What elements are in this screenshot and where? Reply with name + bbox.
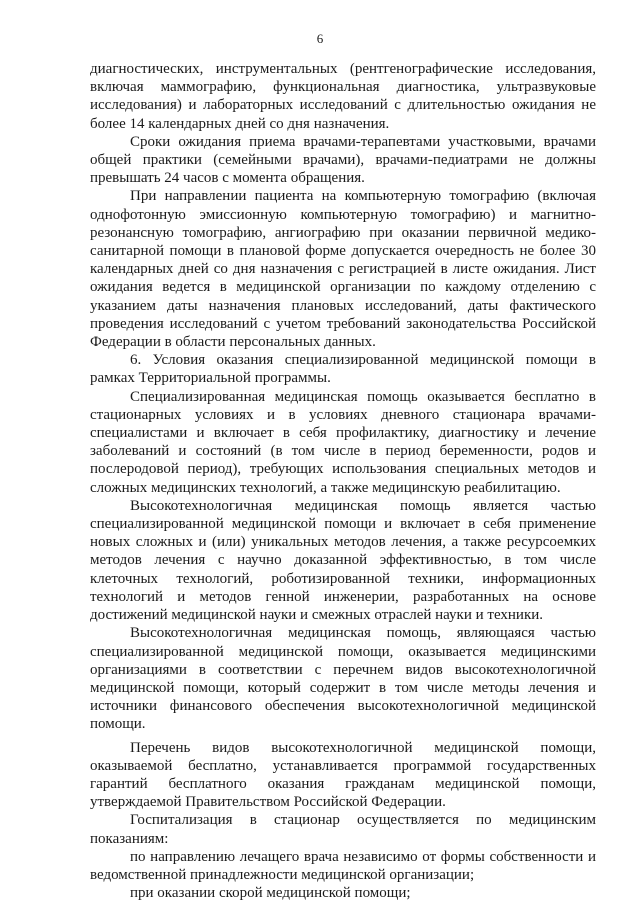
paragraph-high-tech-organizations: Высокотехнологичная медицинская помощь, являющаяся частью специализированной медицинской помощи, оказывается медицинскими организациями в соответствии с перечнем видов высокотехнологичной медицинской помощи, который содержит в том числе методы лечения и источники финансового обеспечения высокотехнологичной медицинской помощи. — [90, 625, 596, 733]
section-heading: 6. Условия оказания специализированной медицинской помощи в рамках Территориальной программы. — [90, 352, 596, 387]
paragraph-referral: по направлению лечащего врача независимо от формы собственности и ведомственной принадлежности медицинской организации; — [90, 848, 596, 883]
paragraph-emergency: при оказании скорой медицинской помощи; — [130, 885, 411, 902]
paragraph-continuation: диагностических, инструментальных (рентгенографические исследования, включая маммографию, функциональная диагностика, ультразвуковые исследования) и лабораторных исследований с длительностью ожидания не более 14 календарных дней со дня назначения. — [90, 61, 596, 132]
paragraph-waiting-times: Сроки ожидания приема врачами-терапевтами участковыми, врачами общей практики (семейными врачами), врачами-педиатрами не должны превышать 24 часов с момента обращения. — [90, 133, 596, 187]
document-body — [90, 60, 596, 902]
paragraph-specialized-care: Специализированная медицинская помощь оказывается бесплатно в стационарных условиях и в условиях дневного стационара врачами-специалистами и включает в себя профилактику, диагностику и лечение заболеваний и состояний (в том числе в период беременности, родов и послеродовой период), требующих использования специальных методов и сложных медицинских технологий, а также медицинскую реабилитацию. — [90, 388, 596, 496]
paragraph-tomography: При направлении пациента на компьютерную томографию (включая однофотонную эмиссионную компьютерную томографию) и магнитно-резонансную томографию, ангиографию при оказании первичной медико-санитарной помощи в плановой форме допускается очередность не более 30 календарных дней со дня назначения с регистрацией в листе ожидания. Лист ожидания ведется в медицинской организации по каждому отделению с указанием даты назначения плановых исследований, даты фактического проведения исследований с учетом требований законодательства Российской Федерации в области персональных данных. — [90, 188, 596, 351]
paragraph-high-tech-list: Перечень видов высокотехнологичной медицинской помощи, оказываемой бесплатно, устанавливается программой государственных гарантий бесплатного оказания гражданам медицинской помощи, утверждаемой Правительством Российской Федерации. — [90, 739, 596, 811]
paragraph-high-tech-care: Высокотехнологичная медицинская помощь является частью специализированной медицинской помощи и включает в себя применение новых сложных и (или) уникальных методов лечения, а также ресурсоемких методов лечения с научно доказанной эффективностью, в том числе клеточных технологий, роботизированной техники, информационных технологий и методов генной инженерии, разработанных на основе достижений медицинской науки и смежных отраслей науки и техники. — [90, 497, 596, 624]
page-number: 6 — [316, 31, 324, 46]
paragraph-hospitalization: Госпитализация в стационар осуществляется по медицинским показаниям: — [90, 812, 596, 847]
